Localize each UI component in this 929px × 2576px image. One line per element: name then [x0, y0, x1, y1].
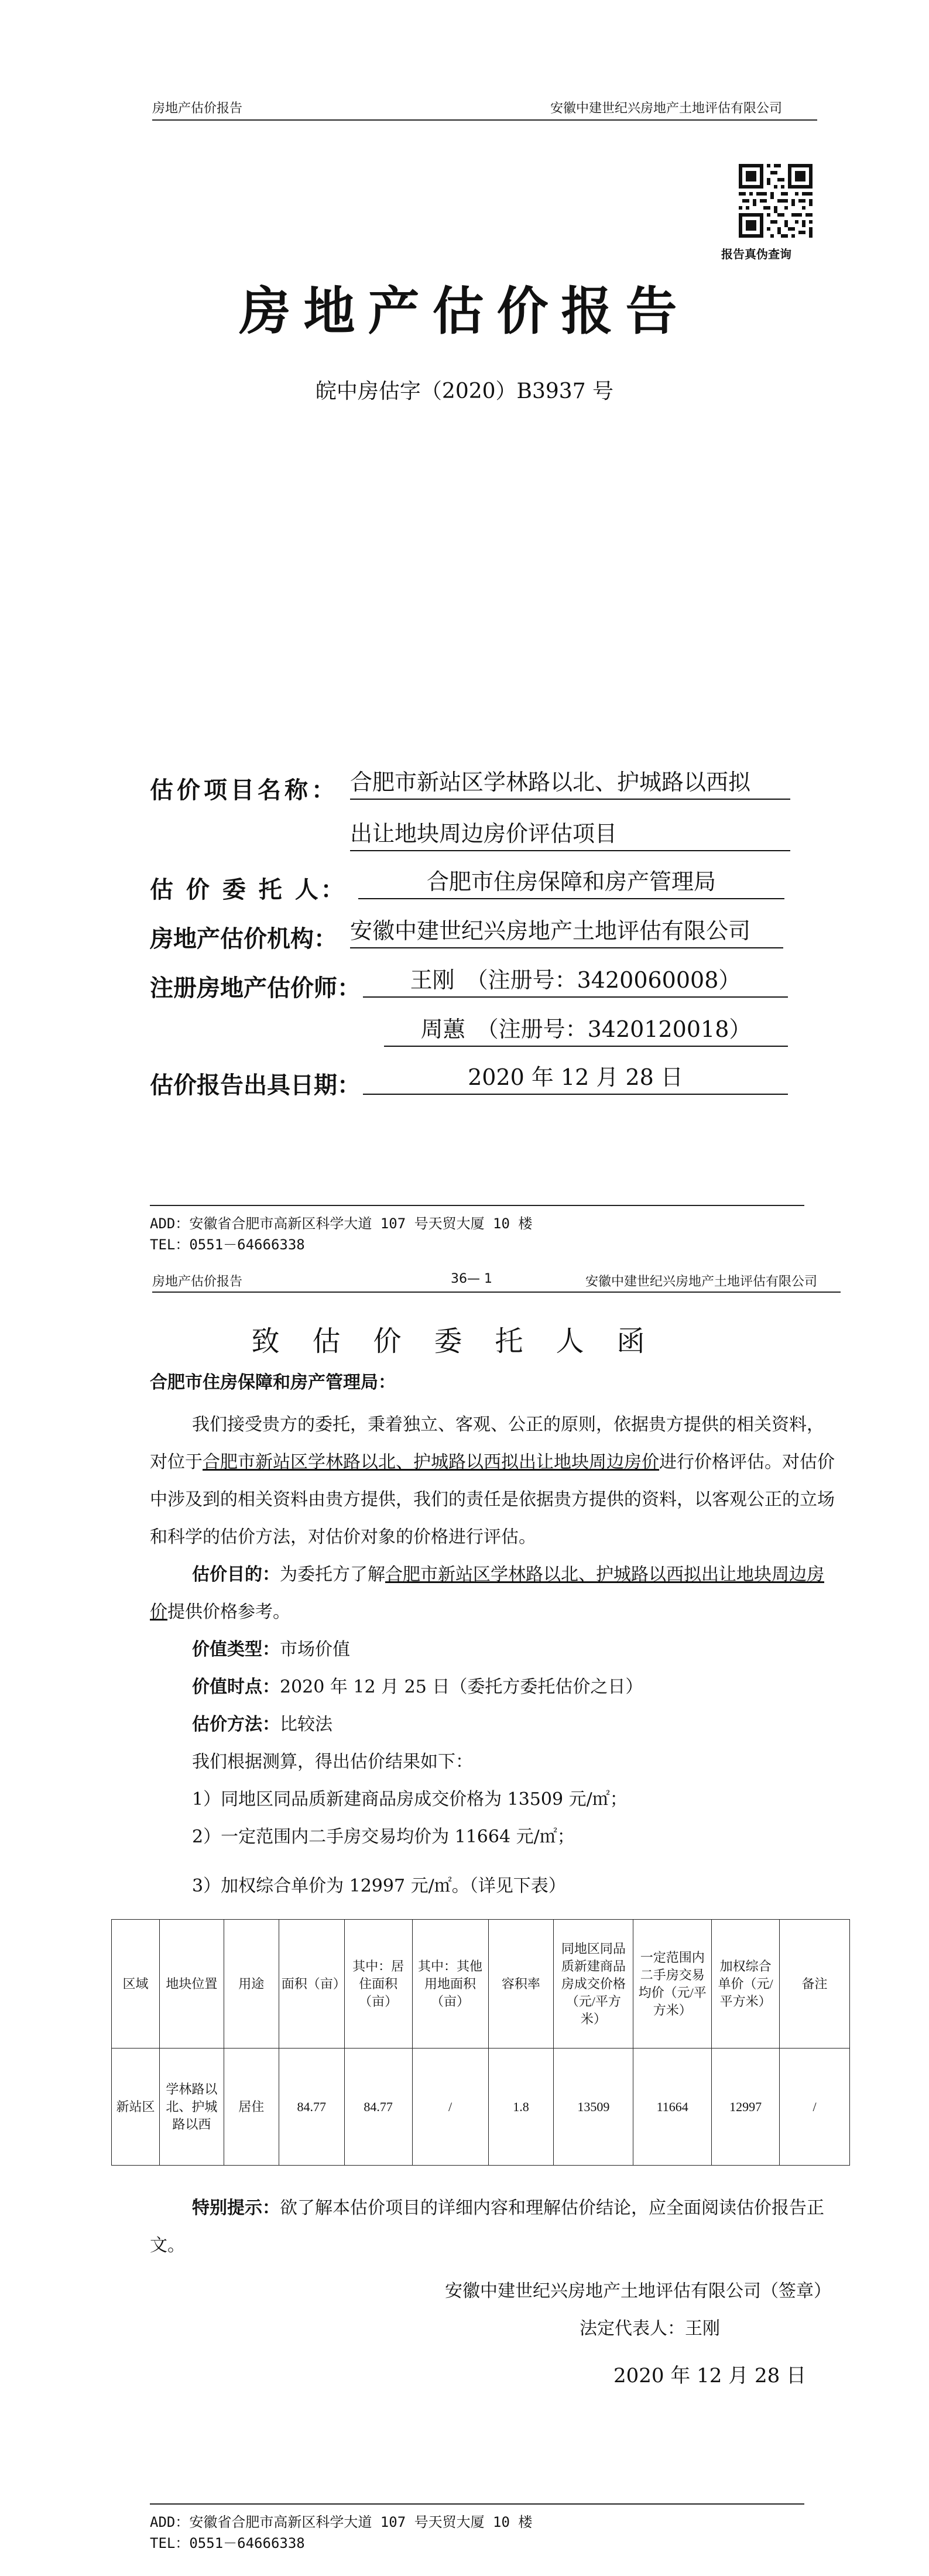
- table-cell: 13509: [554, 2049, 633, 2166]
- client-value: 合肥市住房保障和房产管理局: [358, 865, 784, 899]
- agency-label: 房地产估价机构：: [150, 925, 337, 953]
- intro-subject: 合肥市新站区学林路以北、护城路以西拟出让地块周边房价: [203, 1452, 659, 1472]
- table-header-cell: 地块位置: [159, 1920, 224, 2049]
- client-label: 估 价 委 托 人：: [150, 876, 347, 903]
- qr-caption: 报告真伪查询: [721, 247, 791, 261]
- table-header-cell: 同地区同品质新建商品房成交价格（元/平方米）: [554, 1920, 633, 2049]
- table-header-cell: 容积率: [488, 1920, 554, 2049]
- report-title: 房地产估价报告: [239, 280, 690, 341]
- value-type-label: 价值类型：: [192, 1639, 280, 1660]
- page2-header-page: 36— 1: [451, 1272, 492, 1286]
- value-type-line: [192, 1631, 350, 1669]
- letter-title: 致估价委托人函: [251, 1325, 678, 1358]
- table-cell: 11664: [633, 2049, 712, 2166]
- result-2: 2）一定范围内二手房交易均价为 11664 元/㎡；: [192, 1827, 575, 1847]
- purpose-text-b: 提供价格参考。: [167, 1602, 290, 1622]
- table-cell: 居住: [224, 2049, 279, 2166]
- salutation: 合肥市住房保障和房产管理局：: [150, 1372, 396, 1393]
- intro-paragraph: [150, 1406, 841, 1556]
- valuation-table: [111, 1919, 850, 2166]
- page1-address: ADD：安徽省合肥市高新区科学大道 107 号天贸大厦 10 楼: [150, 1215, 533, 1232]
- purpose-label: 估价目的：: [192, 1564, 280, 1585]
- page1-tel: TEL：0551－64666338: [150, 1236, 305, 1253]
- table-header-cell: 备注: [780, 1920, 850, 2049]
- value-type: 市场价值: [280, 1639, 350, 1660]
- special-note-text: 欲了解本估价项目的详细内容和理解估价结论，应全面阅读估价报告正文。: [150, 2198, 824, 2256]
- purpose-text-a: 为委托方了解: [280, 1564, 385, 1585]
- table-header-row: [112, 1920, 850, 2049]
- value-date-label: 价值时点：: [192, 1677, 280, 1697]
- project-name-line2: 出让地块周边房价评估项目: [350, 817, 790, 851]
- table-header-cell: 其中：其他用地面积（亩）: [412, 1920, 488, 2049]
- table-header-cell: 区域: [112, 1920, 160, 2049]
- page2-header-rule: [152, 1292, 841, 1293]
- purpose-subject: 合肥市新站区学林路以北、护城路以西拟出让地块周边房价: [150, 1564, 824, 1622]
- result-3: 3）加权综合单价为 12997 元/㎡。（详见下表）: [192, 1876, 566, 1896]
- method: 比较法: [280, 1714, 332, 1735]
- special-note-label: 特别提示：: [192, 2198, 280, 2218]
- table-header-cell: 加权综合单价（元/平方米）: [712, 1920, 780, 2049]
- page2-tel: TEL：0551－64666338: [150, 2535, 305, 2551]
- qr-code-icon[interactable]: [739, 164, 813, 238]
- value-date-line: [192, 1669, 643, 1706]
- appraiser-label: 注册房地产估价师：: [150, 974, 361, 1002]
- page1-footer-rule: [150, 1205, 804, 1206]
- result-1: 1）同地区同品质新建商品房成交价格为 13509 元/㎡；: [192, 1789, 628, 1810]
- page2-address: ADD：安徽省合肥市高新区科学大道 107 号天贸大厦 10 楼: [150, 2514, 533, 2530]
- agency-value: 安徽中建世纪兴房地产土地评估有限公司: [350, 914, 783, 948]
- table-cell: 1.8: [488, 2049, 554, 2166]
- table-header-cell: 其中：居住面积（亩）: [344, 1920, 412, 2049]
- purpose-paragraph: [150, 1556, 841, 1631]
- appraiser-2: 周蕙 （注册号：3420120018）: [384, 1013, 788, 1047]
- page1-header-left: 房地产估价报告: [152, 101, 243, 116]
- table-cell: 12997: [712, 2049, 780, 2166]
- project-name-line1: 合肥市新站区学林路以北、护城路以西拟: [350, 766, 790, 800]
- table-cell: 84.77: [344, 2049, 412, 2166]
- company-signature: 安徽中建世纪兴房地产土地评估有限公司（签章）: [445, 2281, 831, 2301]
- report-number: 皖中房估字（2020）B3937 号: [315, 379, 614, 403]
- legal-representative: 法定代表人：王刚: [580, 2318, 720, 2339]
- special-note: [150, 2190, 841, 2265]
- appraiser-1: 王刚 （注册号：3420060008）: [363, 964, 788, 998]
- table-cell: /: [780, 2049, 850, 2166]
- intro-text-a: 我们接受贵方的委托，秉着独立、客观、公正的原则，依据贵方提供的相关资料，对位于: [150, 1414, 824, 1472]
- issue-date-label: 估价报告出具日期：: [150, 1071, 361, 1099]
- signature-date: 2020 年 12 月 28 日: [613, 2364, 807, 2387]
- page2-header-right: 安徽中建世纪兴房地产土地评估有限公司: [585, 1275, 818, 1289]
- method-label: 估价方法：: [192, 1714, 280, 1735]
- issue-date-value: 2020 年 12 月 28 日: [363, 1061, 788, 1095]
- table-header-cell: 用途: [224, 1920, 279, 2049]
- table-cell: /: [412, 2049, 488, 2166]
- page1-header-rule: [152, 119, 817, 121]
- result-intro: 我们根据测算，得出估价结果如下：: [192, 1752, 473, 1772]
- table-cell: 学林路以北、护城路以西: [159, 2049, 224, 2166]
- table-cell: 新站区: [112, 2049, 160, 2166]
- page1-header-right: 安徽中建世纪兴房地产土地评估有限公司: [550, 101, 783, 116]
- page2-footer-rule: [150, 2503, 804, 2505]
- table-row: [112, 2049, 850, 2166]
- value-date: 2020 年 12 月 25 日（委托方委托估价之日）: [280, 1677, 643, 1697]
- method-line: [192, 1706, 332, 1743]
- table-header-cell: 面积（亩）: [279, 1920, 344, 2049]
- intro-text-b: 进行价格评估。对估价中涉及到的相关资料由贵方提供，我们的责任是依据贵方提供的资料，以客观公正的立场和科学的估价方法，对估价对象的价格进行评估。: [150, 1452, 835, 1547]
- page2-header-left: 房地产估价报告: [152, 1275, 243, 1289]
- table-header-cell: 一定范围内二手房交易均价（元/平方米）: [633, 1920, 712, 2049]
- project-name-label: 估价项目名称：: [150, 776, 338, 804]
- table-cell: 84.77: [279, 2049, 344, 2166]
